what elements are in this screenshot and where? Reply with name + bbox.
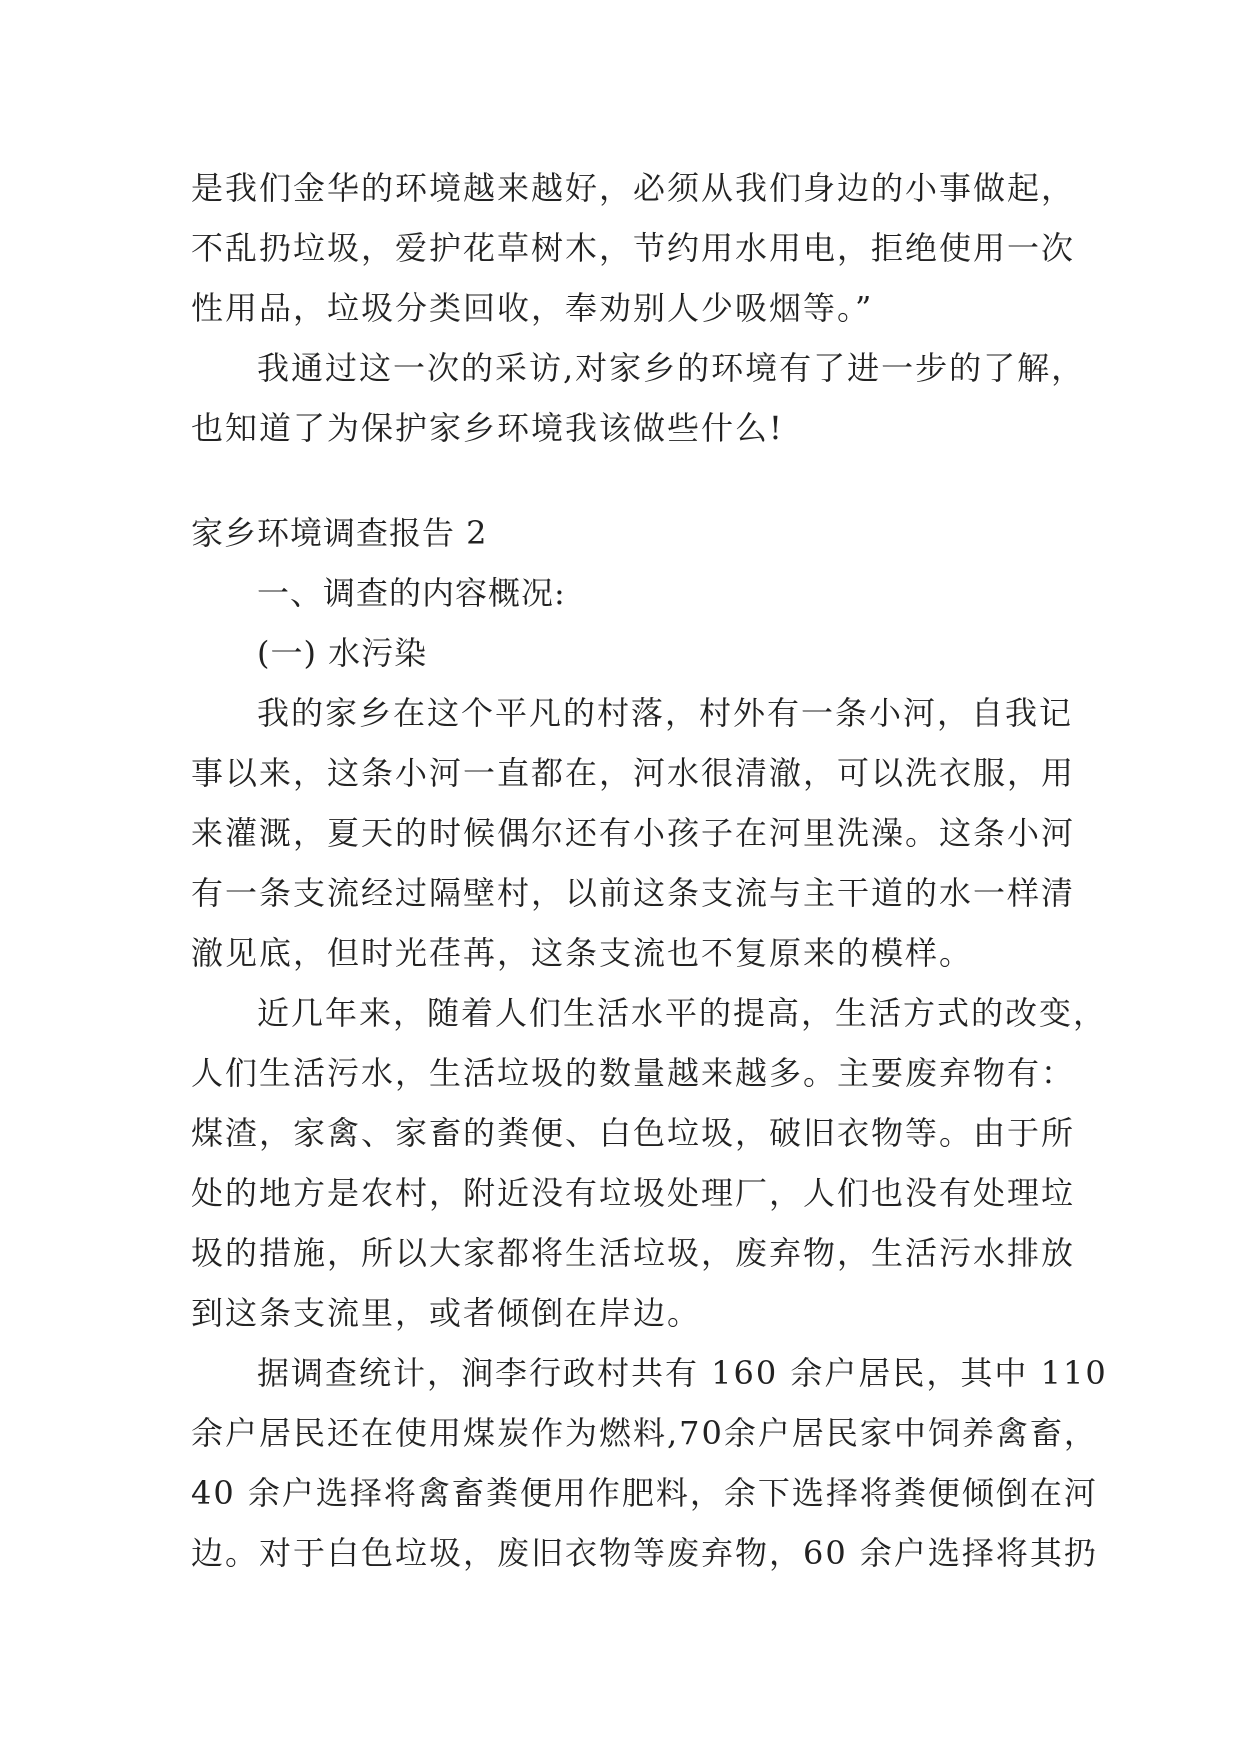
paragraph-line: 也知道了为保护家乡环境我该做些什么! bbox=[191, 409, 784, 447]
subsection-heading: 一、调查的内容概况: bbox=[257, 574, 566, 612]
section-title: 家乡环境调查报告 2 bbox=[191, 514, 488, 552]
subsection-heading: (一) 水污染 bbox=[257, 634, 428, 672]
paragraph-line: 余户居民还在使用煤炭作为燃料,70余户居民家中饲养禽畜， bbox=[191, 1414, 1098, 1452]
paragraph-line: 40 余户选择将禽畜粪便用作肥料，余下选择将粪便倾倒在河 bbox=[191, 1474, 1098, 1512]
paragraph-line: 圾的措施，所以大家都将生活垃圾，废弃物，生活污水排放 bbox=[191, 1234, 1076, 1272]
paragraph-line: 性用品，垃圾分类回收，奉劝别人少吸烟等。” bbox=[191, 289, 874, 327]
paragraph-line: 是我们金华的环境越来越好，必须从我们身边的小事做起， bbox=[191, 169, 1076, 207]
paragraph-line: 我通过这一次的采访,对家乡的环境有了进一步的了解， bbox=[257, 349, 1086, 387]
paragraph-line: 澈见底，但时光荏苒，这条支流也不复原来的模样。 bbox=[191, 934, 974, 972]
paragraph-line: 近几年来，随着人们生活水平的提高，生活方式的改变， bbox=[257, 994, 1108, 1032]
paragraph-line: 到这条支流里，或者倾倒在岸边。 bbox=[191, 1294, 702, 1332]
paragraph-line: 边。对于白色垃圾，废旧衣物等废弃物，60 余户选择将其扔 bbox=[191, 1534, 1098, 1572]
paragraph-line: 人们生活污水，生活垃圾的数量越来越多。主要废弃物有： bbox=[191, 1054, 1076, 1092]
paragraph-line: 不乱扔垃圾，爱护花草树木，节约用水用电，拒绝使用一次 bbox=[191, 229, 1076, 267]
paragraph-line: 事以来，这条小河一直都在，河水很清澈，可以洗衣服，用 bbox=[191, 754, 1076, 792]
paragraph-line: 来灌溉，夏天的时候偶尔还有小孩子在河里洗澡。这条小河 bbox=[191, 814, 1076, 852]
paragraph-line: 据调查统计，涧李行政村共有 160 余户居民，其中 110 bbox=[257, 1354, 1108, 1392]
paragraph-line: 有一条支流经过隔壁村，以前这条支流与主干道的水一样清 bbox=[191, 874, 1076, 912]
paragraph-line: 煤渣，家禽、家畜的粪便、白色垃圾，破旧衣物等。由于所 bbox=[191, 1114, 1076, 1152]
paragraph-line: 处的地方是农村，附近没有垃圾处理厂，人们也没有处理垃 bbox=[191, 1174, 1076, 1212]
paragraph-line: 我的家乡在这个平凡的村落，村外有一条小河，自我记 bbox=[257, 694, 1074, 732]
